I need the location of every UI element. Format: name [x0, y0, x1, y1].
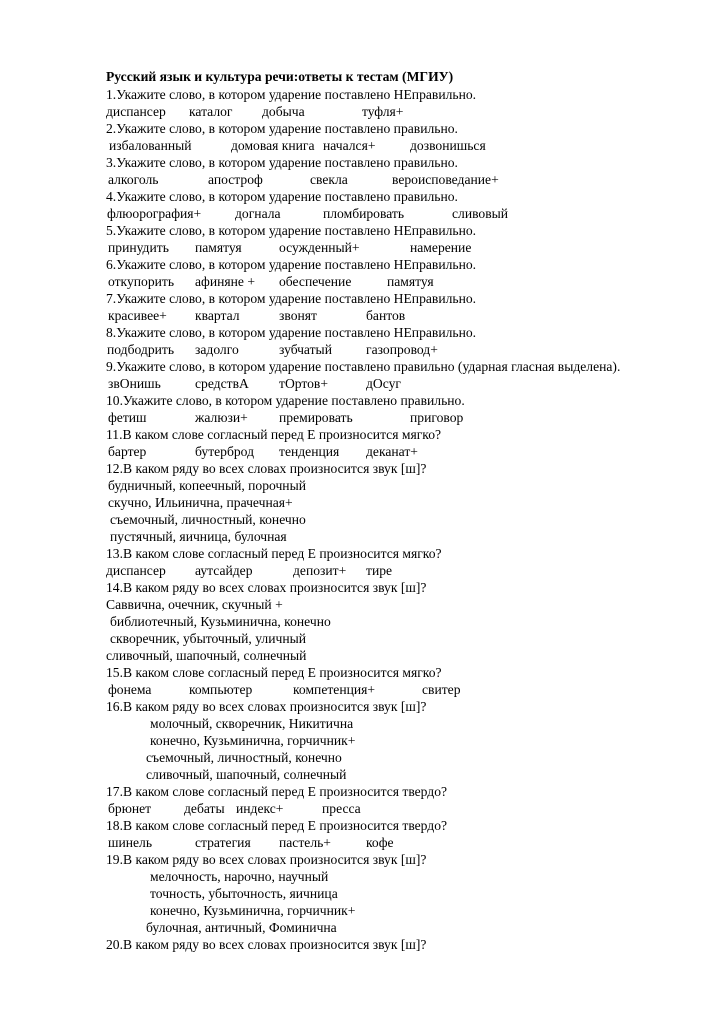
- answer-option: звОнишь: [108, 376, 161, 391]
- answer-line: скучно, Ильинична, прачечная+: [108, 495, 293, 510]
- question-text: 9.Укажите слово, в котором ударение поставлено правильно (ударная гласная выделена).: [106, 359, 621, 374]
- question-text: 5.Укажите слово, в котором ударение поставлено НЕправильно.: [106, 223, 477, 238]
- question-text: 15.В каком слове согласный перед Е произносится мягко?: [106, 665, 442, 680]
- answer-line: пустячный, яичница, булочная: [110, 529, 287, 544]
- answer-line: будничный, копеечный, порочный: [108, 478, 306, 493]
- answer-option: газопровод+: [366, 342, 438, 357]
- answer-line: сливочный, шапочный, солнечный: [146, 767, 347, 782]
- answer-line: молочный, скворечник, Никитична: [150, 716, 354, 731]
- answer-line: Саввична, очечник, скучный +: [106, 597, 283, 612]
- answer-option: диспансер: [106, 563, 166, 578]
- answer-option: памятуя: [195, 240, 242, 255]
- answer-option: алкоголь: [108, 172, 159, 187]
- answer-line: съемочный, личностный, конечно: [110, 512, 306, 527]
- answer-option: депозит+: [293, 563, 347, 578]
- answer-option: подбодрить: [107, 342, 175, 357]
- question-text: 2.Укажите слово, в котором ударение поставлено правильно.: [106, 121, 458, 136]
- answer-option: жалюзи+: [195, 410, 248, 425]
- answer-options-row: [0, 562, 725, 579]
- answer-option: бутерброд: [195, 444, 255, 459]
- answer-line: скворечник, убыточный, уличный: [110, 631, 307, 646]
- answer-options-row: [0, 103, 725, 120]
- answer-option: начался+: [323, 138, 376, 153]
- answer-option: пломбировать: [323, 206, 405, 221]
- answer-option: принудить: [108, 240, 169, 255]
- answer-options-row: [0, 443, 725, 460]
- question-text: 16.В каком ряду во всех словах произносится звук [ш]?: [106, 699, 427, 714]
- answer-option: аутсайдер: [195, 563, 253, 578]
- answer-option: осужденный+: [279, 240, 360, 255]
- answer-option: избалованный: [109, 138, 192, 153]
- answer-options-row: [0, 307, 725, 324]
- question-text: 20.В каком ряду во всех словах произносится звук [ш]?: [106, 937, 427, 952]
- answer-option: компетенция+: [293, 682, 376, 697]
- answer-option: диспансер: [106, 104, 166, 119]
- answer-options-row: [0, 341, 725, 358]
- answer-line: сливочный, шапочный, солнечный: [106, 648, 307, 663]
- answer-option: добыча: [262, 104, 305, 119]
- answer-option: фетиш: [108, 410, 147, 425]
- answer-option: обеспечение: [279, 274, 352, 289]
- answer-option: задолго: [195, 342, 239, 357]
- answer-line: мелочность, нарочно, научный: [150, 869, 329, 884]
- question-text: 17.В каком слове согласный перед Е произносится твердо?: [106, 784, 448, 799]
- question-text: 7.Укажите слово, в котором ударение поставлено НЕправильно.: [106, 291, 477, 306]
- question-text: 18.В каком слове согласный перед Е произносится твердо?: [106, 818, 448, 833]
- answer-option: бартер: [108, 444, 147, 459]
- question-text: 11.В каком слове согласный перед Е произносится мягко?: [106, 427, 442, 442]
- answer-option: свекла: [310, 172, 348, 187]
- question-text: 12.В каком ряду во всех словах произносится звук [ш]?: [106, 461, 427, 476]
- answer-options-row: [0, 205, 725, 222]
- answer-option: дозвонишься: [410, 138, 486, 153]
- answer-option: афиняне +: [195, 274, 256, 289]
- answer-option: звонят: [279, 308, 317, 323]
- answer-options-row: [0, 681, 725, 698]
- answer-line: точность, убыточность, яичница: [150, 886, 338, 901]
- answer-option: пастель+: [279, 835, 331, 850]
- question-text: 10.Укажите слово, в котором ударение поставлено правильно.: [106, 393, 465, 408]
- answer-options-row: [0, 273, 725, 290]
- answer-option: стратегия: [195, 835, 251, 850]
- answer-options-row: [0, 409, 725, 426]
- answer-options-row: [0, 171, 725, 188]
- answer-option: флюорография+: [107, 206, 202, 221]
- answer-option: индекс+: [236, 801, 284, 816]
- answer-option: квартал: [195, 308, 240, 323]
- answer-option: тире: [366, 563, 393, 578]
- answer-option: бантов: [366, 308, 406, 323]
- answer-line: булочная, античный, Фоминична: [146, 920, 337, 935]
- question-text: 19.В каком ряду во всех словах произносится звук [ш]?: [106, 852, 427, 867]
- answer-option: откупорить: [108, 274, 175, 289]
- page-title: Русский язык и культура речи:ответы к тестам (МГИУ): [106, 69, 454, 84]
- answer-line: съемочный, личностный, конечно: [146, 750, 342, 765]
- question-text: 14.В каком ряду во всех словах произносится звук [ш]?: [106, 580, 427, 595]
- answer-option: деканат+: [366, 444, 418, 459]
- answer-option: памятуя: [387, 274, 434, 289]
- answer-option: брюнет: [108, 801, 152, 816]
- answer-option: апостроф: [208, 172, 263, 187]
- answer-options-row: [0, 834, 725, 851]
- answer-option: каталог: [189, 104, 233, 119]
- question-text: 8.Укажите слово, в котором ударение поставлено НЕправильно.: [106, 325, 477, 340]
- answer-option: пресса: [322, 801, 361, 816]
- answer-line: конечно, Кузьминична, горчичник+: [150, 903, 356, 918]
- answer-option: домовая книга: [231, 138, 315, 153]
- answer-options-row: [0, 375, 725, 392]
- answer-option: намерение: [410, 240, 472, 255]
- answer-options-row: [0, 800, 725, 817]
- answer-line: конечно, Кузьминична, горчичник+: [150, 733, 356, 748]
- answer-option: туфля+: [362, 104, 404, 119]
- answer-option: фонема: [108, 682, 152, 697]
- answer-option: приговор: [410, 410, 464, 425]
- answer-option: вероисповедание+: [392, 172, 499, 187]
- answer-option: дебаты: [184, 801, 225, 816]
- answer-line: библиотечный, Кузьминична, конечно: [110, 614, 331, 629]
- answer-option: тОртов+: [279, 376, 329, 391]
- answer-option: зубчатый: [279, 342, 332, 357]
- answer-options-row: [0, 239, 725, 256]
- answer-option: сливовый: [452, 206, 509, 221]
- answer-option: средствА: [195, 376, 249, 391]
- question-text: 1.Укажите слово, в котором ударение поставлено НЕправильно.: [106, 87, 477, 102]
- question-text: 4.Укажите слово, в котором ударение поставлено правильно.: [106, 189, 458, 204]
- answer-option: догнала: [235, 206, 281, 221]
- answer-option: красивее+: [108, 308, 167, 323]
- answer-option: дОсуг: [366, 376, 401, 391]
- question-text: 13.В каком слове согласный перед Е произносится мягко?: [106, 546, 442, 561]
- answer-option: тенденция: [279, 444, 340, 459]
- answer-option: кофе: [366, 835, 394, 850]
- question-text: 6.Укажите слово, в котором ударение поставлено НЕправильно.: [106, 257, 477, 272]
- answer-option: компьютер: [189, 682, 253, 697]
- answer-options-row: [0, 137, 725, 154]
- answer-option: шинель: [108, 835, 153, 850]
- answer-option: премировать: [279, 410, 353, 425]
- question-text: 3.Укажите слово, в котором ударение поставлено правильно.: [106, 155, 458, 170]
- answer-option: свитер: [422, 682, 461, 697]
